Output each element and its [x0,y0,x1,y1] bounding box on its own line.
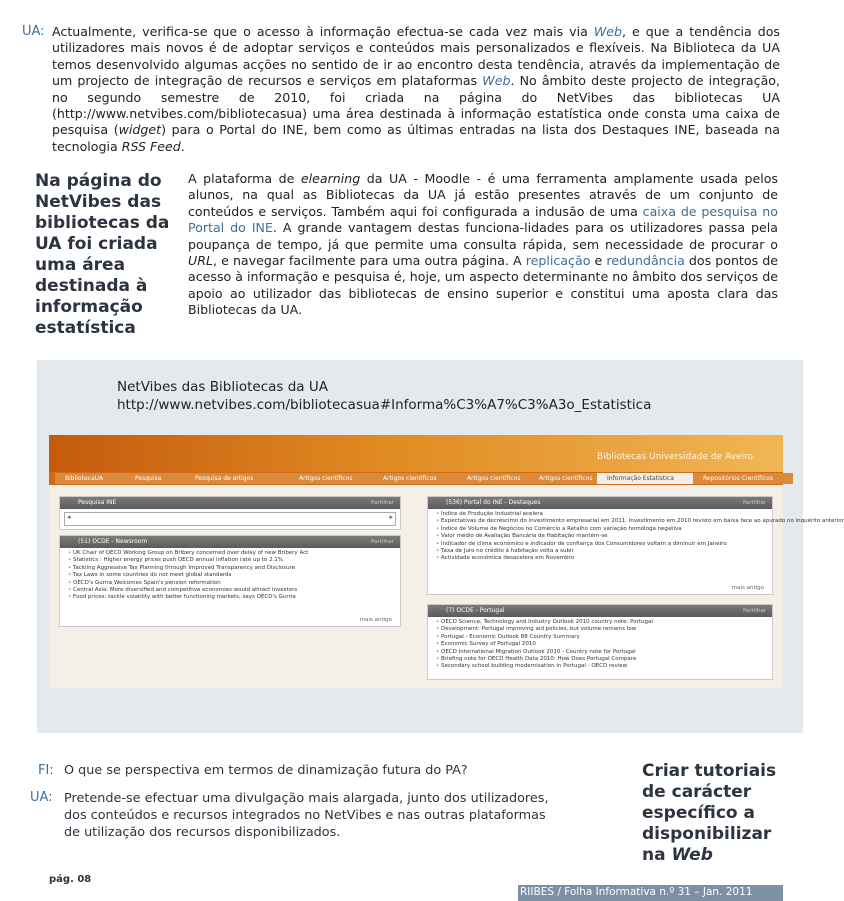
list-item[interactable]: • Índice de Volume de Negócios no Comércio a Retalho com variação homóloga negativa [436,526,768,533]
speaker-ua-intro: UA: [22,24,45,39]
list-item[interactable]: • Secondary school building modernisation in Portugal - OECD review [436,663,768,670]
scroll-left-icon[interactable]: ◂ [67,513,71,521]
figure-caption-url[interactable]: http://www.netvibes.com/bibliotecasua#Informa%C3%A7%C3%A3o_Estatistica [117,397,652,413]
tab-pesquisa[interactable]: Pesquisa [125,473,191,484]
share-link[interactable]: Partilhar [742,500,766,506]
netvibes-tabbar [49,472,783,485]
pullquote-netvibes: Na página do NetVibes das bibliotecas da UA foi criada uma área destinada à informação estatística [35,171,170,338]
tab-informacao-estatistica[interactable]: Informação Estatística [597,473,699,484]
widget-ocde-portugal [427,604,773,680]
list-item[interactable]: • Taxa de Juro no crédito à habitação volta a subir [436,548,768,555]
netvibes-figure [37,360,844,733]
list-item[interactable]: • OECD International Migration Outlook 2010 - Country note for Portugal [436,649,768,656]
share-link[interactable]: Partilhar [370,539,394,545]
tab-pesquisa-artigos[interactable]: Pesquisa de artigos [185,473,295,484]
link-replicacao[interactable]: replicação [525,253,591,269]
tab-artigos-3[interactable]: Artigos científicos [457,473,535,484]
ine-list [428,509,844,563]
figure-caption-title: NetVibes das Bibliotecas da UA [117,379,328,395]
list-item[interactable]: • Food prices: tackle volatility with better functioning markets, says OECD's Gurria [68,594,396,601]
pullquote-tutoriais: Criar tutoriais de carácter específico a disponibilizar na Web [642,761,777,865]
link-caixa-pesquisa[interactable]: caixa de pesquisa no Portal do INE [188,203,778,236]
answer-text: Pretende-se efectuar uma divulgação mais alargada, junto dos utilizadores, dos conteúdos e recursos integrados no NetVibes e nas outras plataformas de utilização dos recursos disponibilizados. [64,791,549,840]
list-item[interactable]: • Indicador de clima económico e indicador de confiança dos Consumidores voltam a diminuir em Janeiro [436,541,768,548]
more-older-link[interactable]: mais antigo [359,617,392,623]
list-item[interactable]: • Tackling Aggressive Tax Planning through Improved Transparency and Disclosure [68,565,396,572]
list-item[interactable]: • Statistics : Higher energy prices push OECD annual inflation rate up to 2.1% [68,557,396,564]
link-redundancia[interactable]: redundância [606,253,685,269]
list-item[interactable]: • Development: Portugal improving aid policies, but volume remains low [436,626,768,633]
share-link[interactable]: Partilhar [370,500,394,506]
list-item[interactable]: • Briefing note for OECD Health Data 2010: How Does Portugal Compare [436,656,768,663]
speaker-fi: FI: [38,763,54,778]
list-item[interactable]: • Expectativas de decréscimo do investimento empresarial em 2011. Investimento em 2010 revisto em baixa face ao apurado no inquérito anterior [436,518,768,525]
tab-repositorios[interactable]: Repositórios Científicos [693,473,793,484]
widget-title: (51) OCDE - Newsroom [78,538,148,545]
moodle-paragraph: A plataforma de elearning da UA - Moodle - é uma ferramenta amplamente usada pelos alunos, na qual as Bibliotecas da UA já estão presentes através de um conjunto de conteúdos e serviços. Também aqui foi configurada a indusão de uma caixa de pesquisa no Portal do INE. A grande vantagem destas funciona-lidades para os utilizadores passa pela poupança de tempo, já que permite uma consulta rápida, sem necessidade de procurar o URL, e navegar facilmente para uma outra página. A replicação e redundância dos pontos de acesso à informação e pesquisa é, hoje, um aspecto determinante no âmbito dos serviços de apoio ao utilizador das bibliotecas de ensino superior e constitui uma aposta clara das Bibliotecas da UA. [188,171,779,318]
intro-paragraph: Actualmente, verifica-se que o acesso à informação efectua-se cada vez mais via Web, e que a tendência dos utilizadores mais novos é de adoptar serviços e conteúdos mais personalizados e flexíveis. Na Biblioteca da UA temos desenvolvido algumas acções no sentido de ir ao encontro desta tendência, através da implementação de um projecto de integração de recursos e serviços em plataformas Web. No âmbito deste projecto de integração, no segundo semestre de 2010, foi criada na página do NetVibes das bibliotecas UA (http://www.netvibes.com/bibliotecasua) uma área destinada à informação estatística onde consta uma caixa de pesquisa (widget) para o Portal do INE, bem como as últimas entradas na lista dos Destaques INE, baseada na tecnologia RSS Feed. [52,24,780,154]
tab-bibliotecaua[interactable]: BibliotecaUA [55,473,131,484]
banner-title: Bibliotecas Universidade de Aveiro [597,452,753,462]
news-list [60,548,400,602]
share-link[interactable]: Partilhar [742,608,766,614]
search-input[interactable] [64,512,396,526]
scroll-right-icon[interactable]: ▸ [389,513,393,521]
list-item[interactable]: • Portugal - Economic Outlook 88 Country Summary [436,634,768,641]
widget-title: Pesquisa INE [78,499,117,506]
widget-title: (536) Portal do INE - Destaques [446,499,541,506]
list-item[interactable]: • OECD Science, Technology and Industry Outlook 2010 country note: Portugal [436,619,768,626]
list-item[interactable]: • Índice de Produção Industrial acelera [436,511,768,518]
tab-artigos-1[interactable]: Artigos científicos [289,473,379,484]
list-item[interactable]: • OECD's Gurria Welcomes Spain's pension reformation [68,580,396,587]
list-item[interactable]: • Actividade económica desacelera em Novembro [436,555,768,562]
list-item[interactable]: • Economic Survey of Portugal 2010 [436,641,768,648]
speaker-ua-answer: UA: [30,790,53,805]
list-item[interactable]: • Central Asia: More diversified and competitive economies would attract investors [68,587,396,594]
list-item[interactable]: • UK Chair of OECD Working Group on Bribery concerned over delay of new Bribery Act [68,550,396,557]
widget-ine-destaques [427,496,844,595]
netvibes-screenshot [49,435,844,688]
widget-pesquisa-ine [59,496,401,530]
netvibes-banner [49,435,783,472]
question-text: O que se perspectiva em termos de dinamização futura do PA? [64,763,468,778]
widget-ocde-newsroom [59,535,401,627]
ocde-portugal-list [428,617,772,671]
list-item[interactable]: • Tax Laws in some countries do not meet global standards [68,572,396,579]
widget-title: (7) OCDE - Portugal [446,607,505,614]
list-item[interactable]: • Valor médio de Avaliação Bancária de Habitação mantém-se [436,533,768,540]
tab-artigos-2[interactable]: Artigos científicos [373,473,463,484]
page-number: pág. 08 [49,874,92,885]
publication-info: RIIBES / Folha Informativa n.º 31 – Jan. 2011 [520,886,753,898]
more-older-link[interactable]: mais antigo [731,585,764,591]
tab-artigos-4[interactable]: Artigos científicos [529,473,603,484]
